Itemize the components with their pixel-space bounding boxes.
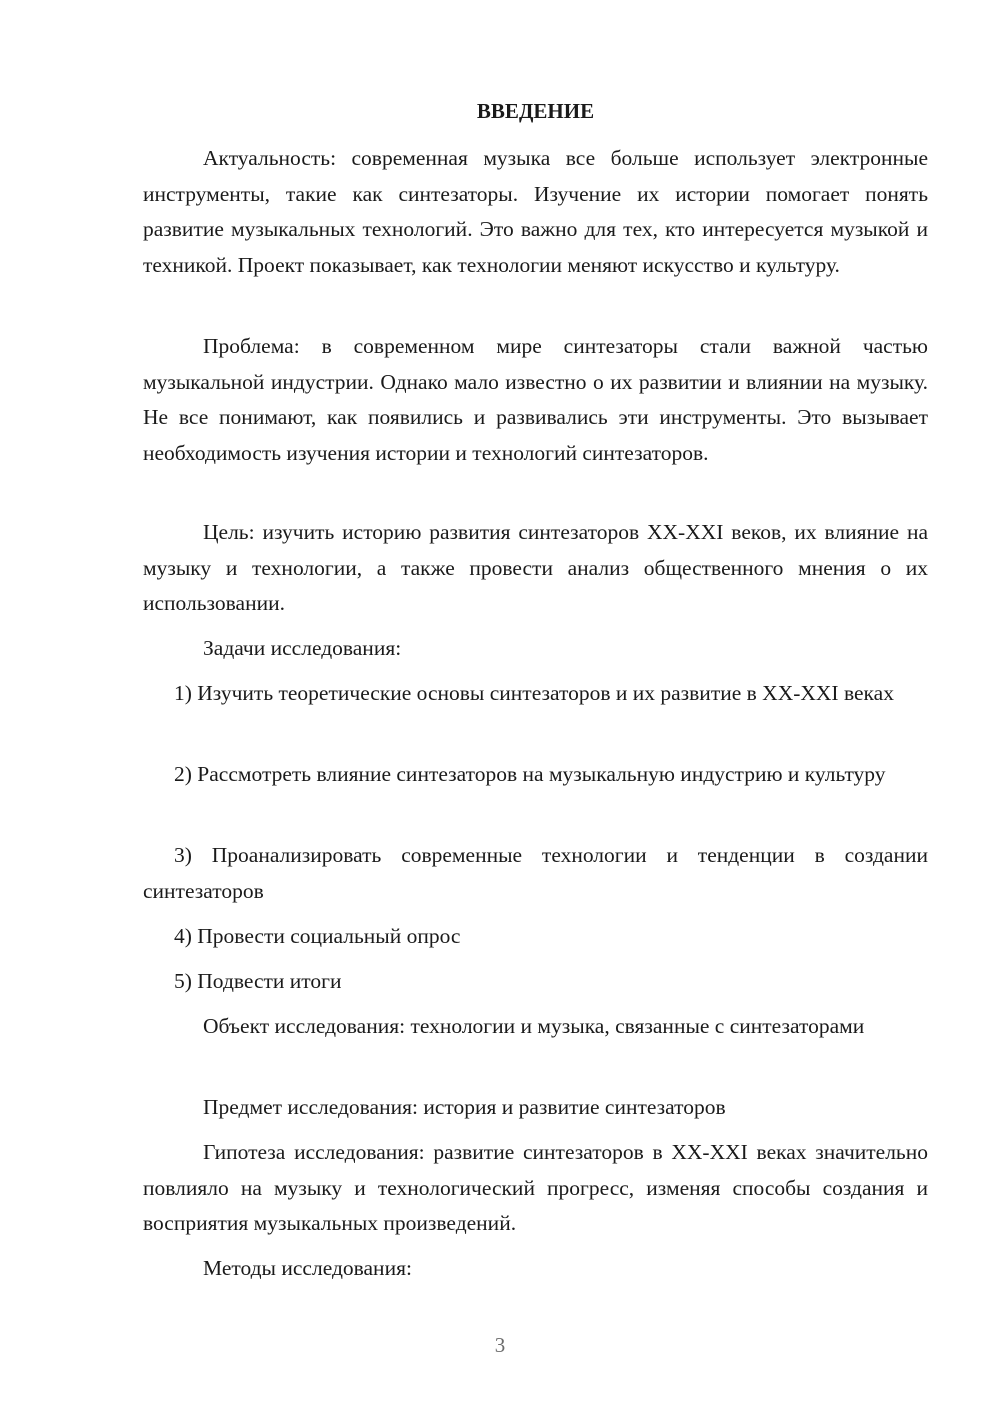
task-item-1: 1) Изучить теоретические основы синтезаторов и их развитие в XX-XXI веках (174, 681, 894, 705)
task-item-2: 2) Рассмотреть влияние синтезаторов на музыкальную индустрию и культуру (174, 762, 886, 786)
object-paragraph: Объект исследования: технологии и музыка, связанные с синтезаторами (203, 1014, 865, 1038)
task-item-5: 5) Подвести итоги (174, 969, 342, 993)
section-heading: ВВЕДЕНИЕ (476, 99, 595, 123)
subject-paragraph: Предмет исследования: история и развитие синтезаторов (203, 1095, 726, 1119)
page-number: 3 (494, 1333, 506, 1357)
methods-heading: Методы исследования: (203, 1256, 412, 1280)
problem-paragraph: Проблема: в современном мире синтезаторы стали важной частью музыкальной индустрии. Однако мало известно о их развитии и влиянии на музыку. Не все понимают, как появились и развивались эти инструменты. Это вызывает необходимость изучения истории и технологий синтезаторов. (143, 334, 928, 465)
task-item-3: 3) Проанализировать современные технологии и тенденции в создании синтезаторов (143, 843, 928, 903)
tasks-heading: Задачи исследования: (203, 636, 402, 660)
goal-paragraph: Цель: изучить историю развития синтезаторов XX-XXI веков, их влияние на музыку и технологии, а также провести анализ общественного мнения о их использовании. (143, 520, 928, 615)
task-item-4: 4) Провести социальный опрос (174, 924, 461, 948)
hypothesis-paragraph: Гипотеза исследования: развитие синтезаторов в XX-XXI веках значительно повлияло на музыку и технологический прогресс, изменяя способы создания и восприятия музыкальных произведений. (143, 1140, 928, 1235)
relevance-paragraph: Актуальность: современная музыка все больше использует электронные инструменты, такие как синтезаторы. Изучение их истории помогает понять развитие музыкальных технологий. Это важно для тех, кто интересуется музыкой и техникой. Проект показывает, как технологии меняют искусство и культуру. (143, 146, 928, 277)
